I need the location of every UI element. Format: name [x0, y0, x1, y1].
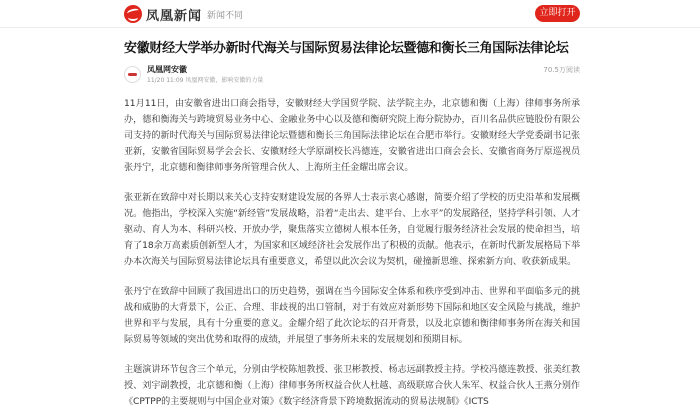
- logo-name: 凤凰新闻: [146, 8, 203, 24]
- article-title: 安徽财经大学举办新时代海关与国际贸易法律论坛暨德和衡长三角国际法律论坛: [124, 41, 569, 56]
- paragraph: 主题演讲环节包含三个单元，分别由学校陈旭教授、张卫彬教授、杨志远副教授主持。学校冯德连教授、张美红教授、刘宇副教授，北京德和衡（上海）律师事务所权益合伙人杜越、高级联席合伙人朱军、权益合伙人王燕分别作《CPTPP的主要规则与中国企业对策》《数字经济背景下跨境数据流动的贸易法规制》《ICTS: [124, 365, 580, 407]
- top-bar: [0, 0, 700, 28]
- open-app-button[interactable]: 立即打开: [535, 5, 580, 22]
- logo[interactable]: [124, 4, 243, 24]
- view-count: 70.5万阅读: [543, 66, 580, 74]
- phoenix-logo-icon: [124, 5, 142, 23]
- logo-slogan: 新闻不同: [207, 10, 244, 21]
- author-name[interactable]: 凤凰网安徽: [147, 65, 187, 74]
- paragraph: 张亚新在致辞中对长期以来关心支持安财建设发展的各界人士表示衷心感谢，简要介绍了学校的历史沿革和发展概况。他指出，学校深入实施“新经管”发展战略，沿着“走出去、建平台、上水平”的发展路径，坚持学科引领、人才驱动、育人为本、科研兴校、开放办学，聚焦落实立德树人根本任务，自觉履行服务经济社会发展的使命担当，培育了18余万高素质创新型人才，为国家和区域经济社会发展作出了积极的贡献。他表示，在新时代新发展格局下举办本次海关与国际贸易法律论坛具有重要意义，希望以此次会议为契机，碰撞新思维、探索新方向、收获新成果。: [124, 193, 580, 267]
- avatar[interactable]: [124, 66, 141, 83]
- publish-meta: 11/20 11:09 凤凰网安徽，影响安徽的力量: [147, 77, 264, 84]
- paragraph: 11月11日，由安徽省进出口商会指导，安徽财经大学国贸学院、法学院主办，北京德和衡（上海）律师事务所承办，德和衡海关与跨境贸易业务中心、金融业务中心以及德和衡研究院上海分院协办，百川名品供应链股份有限公司支持的新时代海关与国际贸易法律论坛暨德和衡长三角国际法律论坛在合肥市举行。安徽财经大学党委副书记张亚新，安徽省国际贸易学会会长、安徽财经大学原副校长冯德连，安徽省进出口商会会长、安徽省商务厅原巡视员张丹宁，北京德和衡律师事务所管理合伙人、上海所主任金耀出席会议。: [124, 99, 580, 173]
- paragraph: 张丹宁在致辞中回顾了我国进出口的历史趋势，强调在当今国际安全体系和秩序受到冲击、世界和平面临多元的挑战和威胁的大背景下，公正、合理、非歧视的出口管制，对于有效应对新形势下国际和地区安全风险与挑战，维护世界和平与发展，具有十分重要的意义。金耀介绍了此次论坛的召开背景，以及北京德和衡律师事务所在海关和国际贸易等领域的突出优势和取得的成绩，并展望了事务所未来的发展规划和预期目标。: [124, 287, 580, 345]
- author-row: [124, 64, 580, 90]
- article-body: [124, 96, 580, 415]
